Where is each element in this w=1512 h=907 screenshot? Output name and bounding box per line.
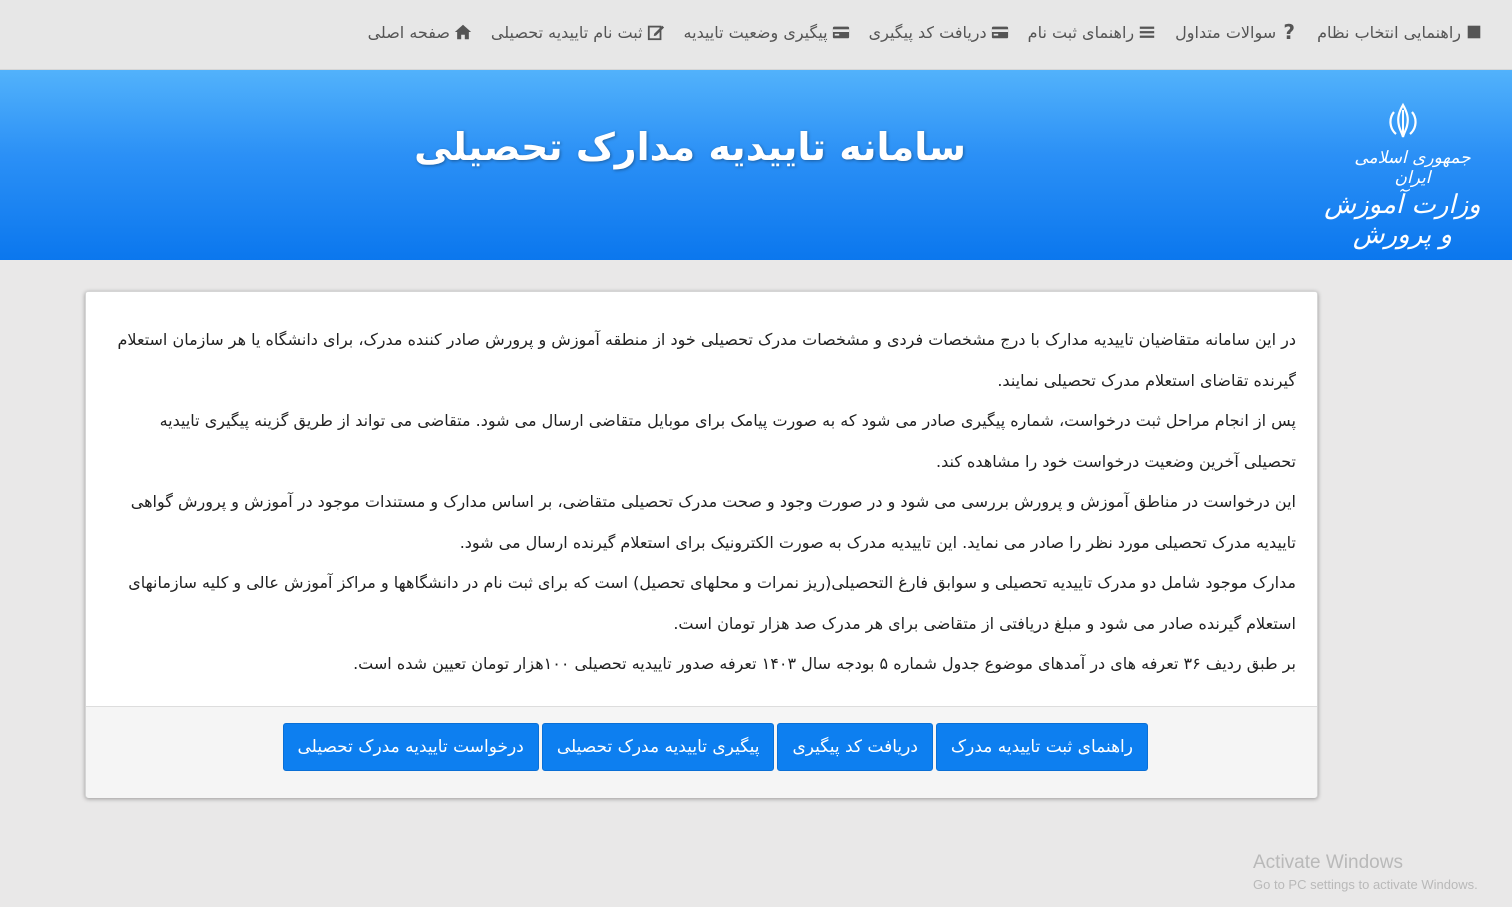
list-icon — [1137, 22, 1157, 42]
logo-country-text: جمهوری اسلامی ایران — [1354, 148, 1471, 188]
nav-label: صفحه اصلی — [367, 22, 450, 42]
nav-item-tracking-code[interactable] — [869, 22, 1010, 42]
credit-card-icon — [831, 22, 851, 42]
square-icon — [1464, 22, 1484, 42]
page-title: سامانه تاییدیه مدارک تحصیلی — [414, 125, 966, 169]
nav-label: راهنمایی انتخاب نظام — [1317, 22, 1461, 42]
info-paragraph: این درخواست در مناطق آموزش و پرورش بررسی می شود و در صورت وجود و صحت مدرک تحصیلی متقاضی، بر اساس مدارک و مستندات موجود در آموزش و پرورش گواهی تاییدیه مدرک تحصیلی مورد نظر را صادر می نماید. این تاییدیه مدرک به صورت الکترونیک برای استعلام گیرنده ارسال می شود. — [130, 492, 1296, 552]
iran-emblem-icon — [1383, 102, 1423, 142]
get-tracking-code-button[interactable]: دریافت کد پیگیری — [777, 723, 932, 771]
info-paragraph: مدارک موجود شامل دو مدرک تاییدیه تحصیلی و سوابق فارغ التحصیلی(ریز نمرات و محلهای تحصیل) است که برای ثبت نام در دانشگاهها و مراکز آموزش عالی و کلیه سازمانهای استعلام گیرنده صادر می شود و مبلغ دریافتی از متقاضی برای هر مدرک صد هزار تومان است. — [128, 573, 1296, 633]
info-paragraph: در این سامانه متقاضیان تاییدیه مدارک با درج مشخصات فردی و مشخصات مدرک تحصیلی خود از منطقه آموزش و پرورش صادر کننده مدرک، برای دانشگاه یا هر سازمان استعلام گیرنده تقاضای استعلام مدرک تحصیلی نمایند. — [117, 330, 1296, 390]
nav-item-registration-guide[interactable] — [1028, 22, 1157, 42]
nav-list — [350, 22, 1484, 42]
registration-guide-button[interactable]: راهنمای ثبت تاییدیه مدرک — [936, 723, 1148, 771]
windows-activation-watermark — [1253, 852, 1478, 892]
nav-label: پیگیری وضعیت تاییدیه — [683, 22, 828, 42]
info-panel — [85, 291, 1318, 798]
nav-item-system-guide[interactable] — [1317, 22, 1484, 42]
nav-label: دریافت کد پیگیری — [868, 22, 987, 42]
nav-label: ثبت نام تاییدیه تحصیلی — [490, 22, 643, 42]
watermark-title: Activate Windows — [1253, 852, 1403, 873]
edit-icon — [646, 22, 666, 42]
nav-item-home[interactable] — [368, 22, 473, 42]
watermark-subtitle: Go to PC settings to activate Windows. — [1253, 877, 1478, 892]
nav-item-track-status[interactable] — [684, 22, 851, 42]
panel-body — [106, 320, 1296, 685]
top-navbar — [0, 0, 1512, 70]
nav-item-register[interactable] — [491, 22, 666, 42]
panel-footer — [86, 706, 1317, 798]
header-banner — [0, 70, 1512, 260]
question-icon: ? — [1283, 20, 1295, 44]
request-certificate-button[interactable]: درخواست تاییدیه مدرک تحصیلی — [283, 723, 539, 771]
logo-ministry-text: وزارت آموزش و پرورش — [1324, 190, 1481, 250]
home-icon — [453, 22, 473, 42]
nav-label: راهنمای ثبت نام — [1027, 22, 1135, 42]
credit-card-icon — [990, 22, 1010, 42]
info-paragraph: پس از انجام مراحل ثبت درخواست، شماره پیگیری صادر می شود که به صورت پیامک برای موبایل متقاضی ارسال می شود. متقاضی می تواند از طریق گزینه پیگیری تاییدیه تحصیلی آخرین وضعیت درخواست خود را مشاهده کند. — [159, 411, 1296, 471]
nav-item-faq[interactable] — [1175, 22, 1299, 42]
info-paragraph: بر طبق ردیف ۳۶ تعرفه های در آمدهای موضوع جدول شماره ۵ بودجه سال ۱۴۰۳ تعرفه صدور تاییدیه تحصیلی ۱۰۰هزار تومان تعیین شده است. — [353, 654, 1296, 673]
nav-label: سوالات متداول — [1175, 22, 1277, 42]
track-certificate-button[interactable]: پیگیری تاییدیه مدرک تحصیلی — [542, 723, 775, 771]
action-buttons — [280, 723, 1148, 771]
ministry-logo — [1315, 102, 1490, 250]
